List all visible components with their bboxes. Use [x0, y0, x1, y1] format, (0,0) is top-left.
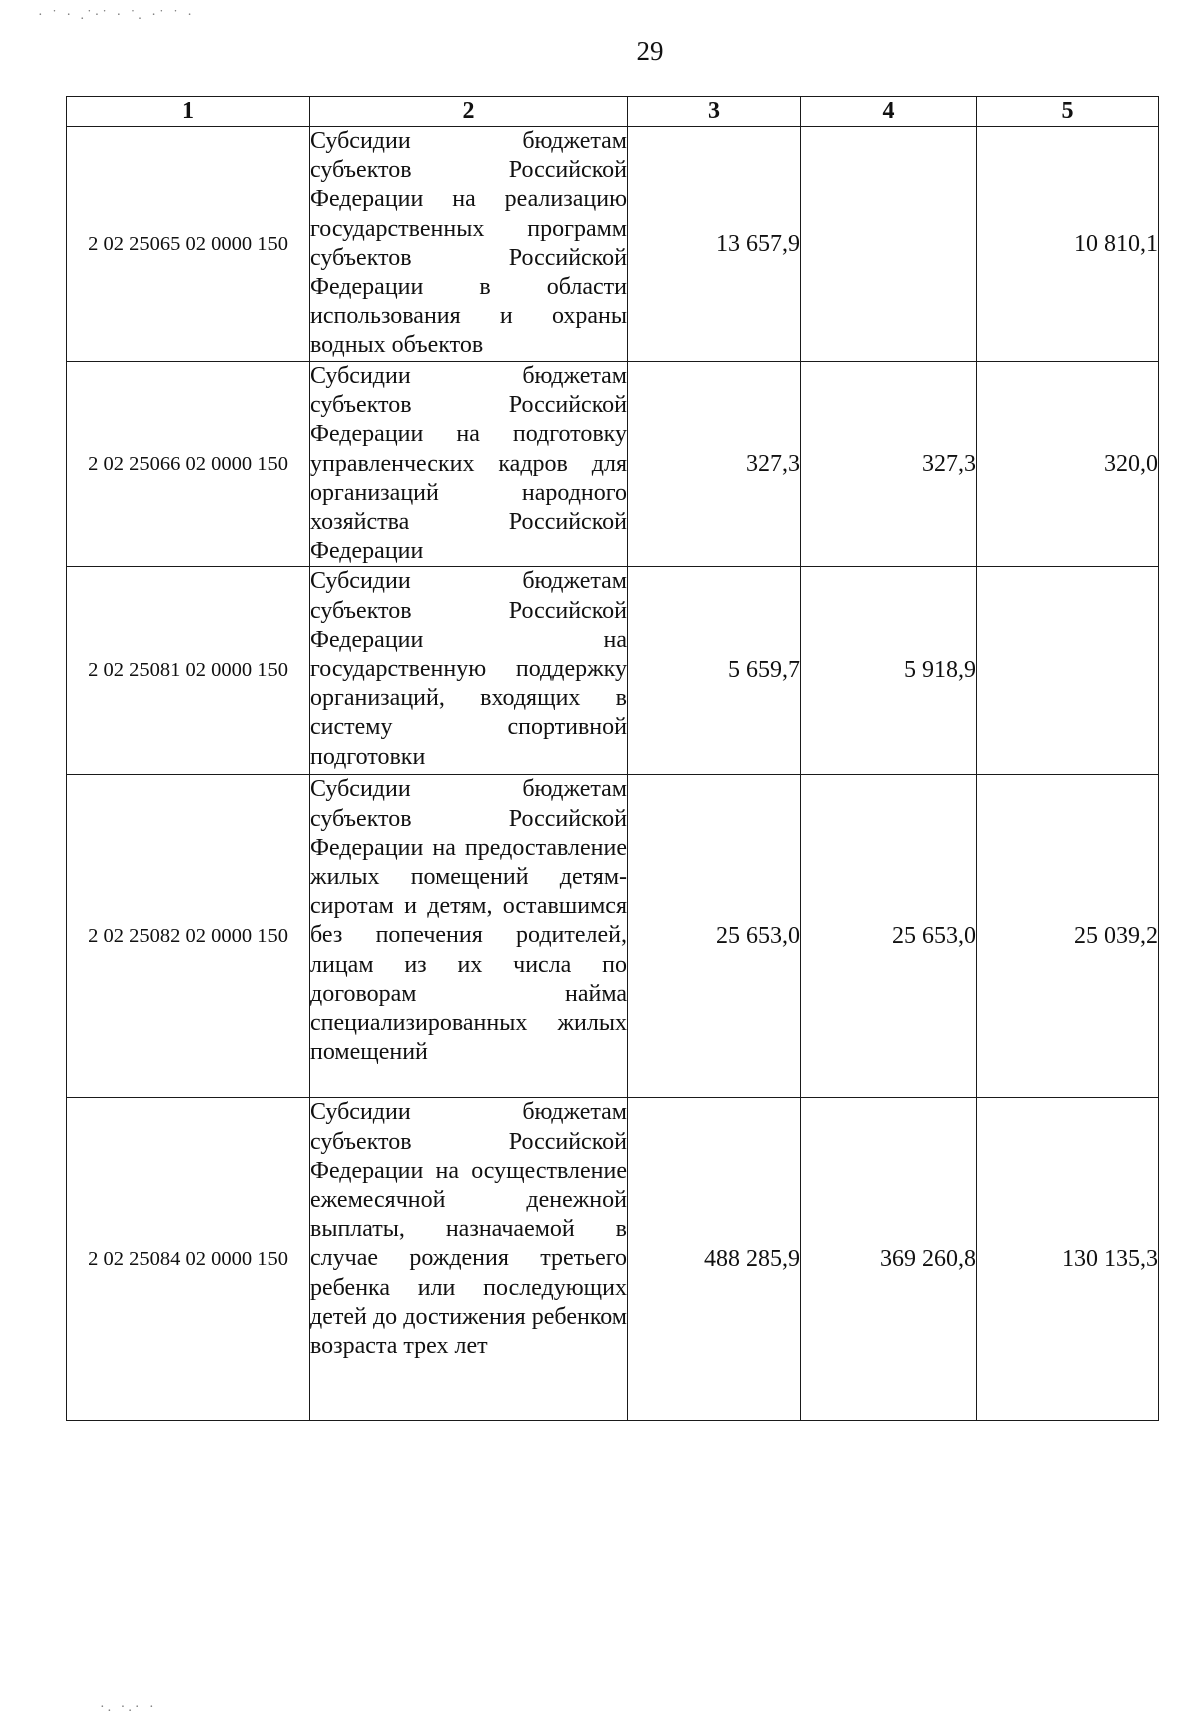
column-header-5: 5	[977, 97, 1159, 127]
col3-value: 488 285,9	[628, 1098, 801, 1421]
table-row	[67, 362, 1159, 567]
col5-value: 10 810,1	[977, 127, 1159, 362]
col4-value: 5 918,9	[801, 567, 977, 775]
budget-code: 2 02 25081 02 0000 150	[67, 567, 310, 775]
header-row	[67, 97, 1159, 127]
col5-value: 130 135,3	[977, 1098, 1159, 1421]
scan-noise-top: · ˙ · .˙·˙ · ˙. ·˙ ˙ ·	[38, 8, 195, 23]
col4-value: 327,3	[801, 362, 977, 567]
budget-code: 2 02 25066 02 0000 150	[67, 362, 310, 567]
column-header-2: 2	[310, 97, 628, 127]
col5-value	[977, 567, 1159, 775]
col3-value: 327,3	[628, 362, 801, 567]
column-header-1: 1	[67, 97, 310, 127]
col4-value	[801, 127, 977, 362]
column-header-3: 3	[628, 97, 801, 127]
row-description: Субсидии бюджетам субъектов Российской Федерации на предоставление жилых помещений детям-сиротам и детям, оставшимся без попечения родителей, лицам из их числа по договорам найма специализированных жилых помещений	[310, 775, 628, 1098]
table-row	[67, 567, 1159, 775]
table-row	[67, 775, 1159, 1098]
col5-value: 320,0	[977, 362, 1159, 567]
column-header-4: 4	[801, 97, 977, 127]
row-description: Субсидии бюджетам субъектов Российской Федерации на подготовку управленческих кадров для организаций народного хозяйства Российской Федерации	[310, 362, 628, 567]
col3-value: 13 657,9	[628, 127, 801, 362]
budget-table	[66, 96, 1159, 1421]
col4-value: 369 260,8	[801, 1098, 977, 1421]
scan-noise-bottom: ·. ·.· ·	[100, 1700, 157, 1715]
col3-value: 5 659,7	[628, 567, 801, 775]
col3-value: 25 653,0	[628, 775, 801, 1098]
col5-value: 25 039,2	[977, 775, 1159, 1098]
budget-code: 2 02 25084 02 0000 150	[67, 1098, 310, 1421]
budget-code: 2 02 25082 02 0000 150	[67, 775, 310, 1098]
page-number: 29	[636, 36, 664, 66]
col4-value: 25 653,0	[801, 775, 977, 1098]
row-description: Субсидии бюджетам субъектов Российской Федерации на реализацию государственных программ субъектов Российской Федерации в области использования и охраны водных объектов	[310, 127, 628, 362]
table-row	[67, 1098, 1159, 1421]
budget-code: 2 02 25065 02 0000 150	[67, 127, 310, 362]
table-row	[67, 127, 1159, 362]
row-description: Субсидии бюджетам субъектов Российской Федерации на осуществление ежемесячной денежной выплаты, назначаемой в случае рождения третьего ребенка или последующих детей до достижения ребенком возраста трех лет	[310, 1098, 628, 1421]
row-description: Субсидии бюджетам субъектов Российской Федерации на государственную поддержку организаций, входящих в систему спортивной подготовки	[310, 567, 628, 775]
